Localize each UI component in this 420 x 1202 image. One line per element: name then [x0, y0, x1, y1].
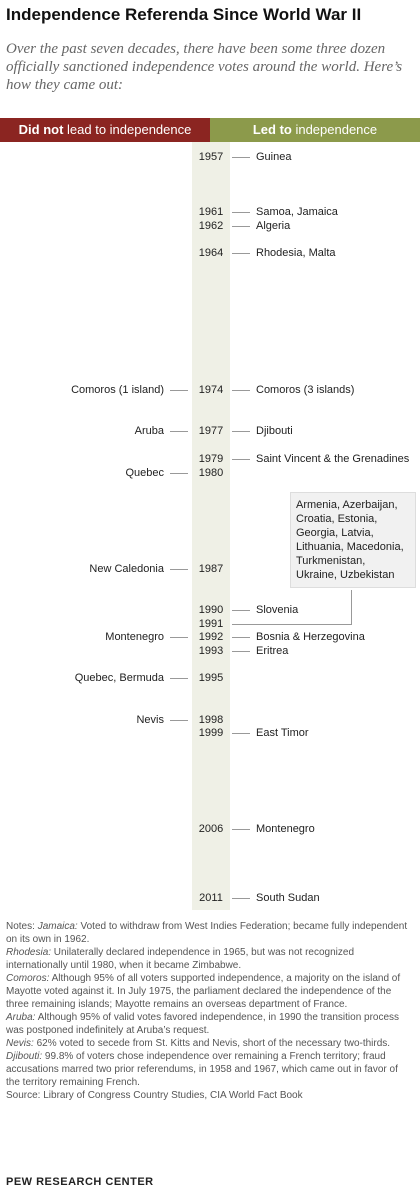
- led-label-1964: Rhodesia, Malta: [256, 247, 336, 260]
- led-label-1993: Eritrea: [256, 645, 289, 657]
- connector-1991: [232, 624, 352, 625]
- note-term: Aruba:: [6, 1012, 36, 1023]
- tick-led-1962: [232, 226, 250, 227]
- tick-not-led-1977: [170, 431, 188, 432]
- tick-led-1977: [232, 431, 250, 432]
- led-label-1992: Bosnia & Herzegovina: [256, 631, 365, 644]
- note-text: Voted to withdraw from West Indies Federation; became fully independent on its own in 1962.: [6, 921, 408, 945]
- tick-not-led-1980: [170, 473, 188, 474]
- year-label-1961: 1961: [198, 205, 224, 218]
- not-led-label-1977: Aruba: [134, 425, 164, 438]
- source-line: Source: Library of Congress Country Studies, CIA World Fact Book: [6, 1090, 303, 1101]
- not-led-label-1987: New Caledonia: [89, 562, 164, 575]
- tick-not-led-1987: [170, 569, 188, 570]
- note-text: Unilaterally declared independence in 1965, but was not recognized internationally until 1980, when it became Zimbabwe.: [6, 947, 355, 971]
- tick-led-1990: [232, 610, 250, 611]
- note-item: [6, 920, 414, 946]
- tick-led-2011: [232, 898, 250, 899]
- notes-list: [6, 920, 414, 1089]
- year-label-1957: 1957: [198, 151, 224, 163]
- not-led-label-1980: Quebec: [125, 466, 164, 479]
- year-label-1979: 1979: [198, 452, 224, 465]
- legend-led-to: [210, 118, 420, 142]
- note-term: Rhodesia:: [6, 947, 52, 958]
- legend-right-rest: independence: [291, 122, 378, 137]
- led-label-1977: Djibouti: [256, 425, 293, 438]
- note-term: Djibouti:: [6, 1051, 43, 1062]
- connector-vertical-1991: [351, 590, 352, 624]
- year-label-1962: 1962: [198, 219, 224, 232]
- year-label-1991: 1991: [198, 617, 224, 630]
- note-item: [6, 1037, 414, 1050]
- tick-led-1974: [232, 390, 250, 391]
- note-text: Although 95% of all voters supported independence, a majority on the island of Mayotte voted against it. In July 1975, the parliament declared the independence of the three remaining islands; Mayotte remains an overseas department of France.: [6, 973, 401, 1010]
- led-label-1957: Guinea: [256, 151, 292, 163]
- tick-led-2006: [232, 829, 250, 830]
- notes-section: [6, 920, 414, 1102]
- year-label-1993: 1993: [198, 645, 224, 657]
- tick-led-1957: [232, 157, 250, 158]
- year-label-1998: 1998: [198, 713, 224, 726]
- led-label-1990: Slovenia: [256, 603, 299, 616]
- tick-led-1999: [232, 733, 250, 734]
- chart-subtitle: Over the past seven decades, there have been some three dozen officially sanctioned independence votes around the world. Here’s how they came out:: [6, 41, 403, 93]
- tick-led-1993: [232, 651, 250, 652]
- led-label-1974: Comoros (3 islands): [256, 384, 355, 397]
- note-item: [6, 1050, 414, 1089]
- not-led-label-1995: Quebec, Bermuda: [74, 672, 164, 685]
- org-name: PEW RESEARCH CENTER: [6, 1176, 154, 1188]
- not-led-label-1998: Nevis: [136, 713, 164, 726]
- note-item: [6, 1011, 414, 1037]
- year-label-2011: 2011: [199, 892, 223, 904]
- tick-not-led-1998: [170, 720, 188, 721]
- led-label-1979: Saint Vincent & the Grenadines: [256, 452, 410, 465]
- tick-led-1992: [232, 637, 250, 638]
- year-label-2006: 2006: [198, 823, 224, 836]
- note-item: [6, 972, 414, 1011]
- year-label-1995: 1995: [198, 672, 224, 685]
- led-label-2011: South Sudan: [256, 892, 320, 904]
- tick-not-led-1974: [170, 390, 188, 391]
- legend-left-rest: lead to independence: [63, 122, 192, 137]
- led-label-2006: Montenegro: [256, 823, 315, 836]
- group-box-1991: Armenia, Azerbaijan, Croatia, Estonia, Georgia, Latvia, Lithuania, Macedonia, Turkmenistan, Ukraine, Uzbekistan: [290, 492, 416, 588]
- year-label-1992: 1992: [198, 631, 224, 644]
- not-led-label-1974: Comoros (1 island): [71, 384, 164, 397]
- year-label-1964: 1964: [198, 247, 224, 260]
- note-text: 99.8% of voters chose independence over remaining a French territory; fraud accusations marred two prior referendums, in 1958 and 1967, which came out in favor of the territory remaining French.: [6, 1051, 398, 1088]
- chart-title: Independence Referenda Since World War II: [6, 5, 362, 24]
- tick-not-led-1995: [170, 678, 188, 679]
- legend-did-not-lead: [0, 118, 210, 142]
- timeline-spine: [192, 142, 230, 910]
- led-label-1962: Algeria: [256, 219, 291, 232]
- year-label-1974: 1974: [198, 384, 224, 397]
- year-label-1980: 1980: [198, 466, 224, 479]
- note-item: [6, 946, 414, 972]
- tick-led-1961: [232, 212, 250, 213]
- note-term: Comoros:: [6, 973, 50, 984]
- note-text: Although 95% of valid votes favored independence, in 1990 the transition process was postponed indefinitely at Aruba’s request.: [6, 1012, 400, 1036]
- year-label-1990: 1990: [198, 603, 224, 616]
- legend-left-bold: Did not: [18, 122, 64, 137]
- year-label-1999: 1999: [198, 727, 224, 740]
- tick-not-led-1992: [170, 637, 188, 638]
- note-text: 62% voted to secede from St. Kitts and Nevis, short of the necessary two-thirds.: [33, 1038, 391, 1049]
- year-label-1987: 1987: [198, 562, 224, 575]
- tick-led-1979: [232, 459, 250, 460]
- tick-led-1964: [232, 253, 250, 254]
- year-label-1977: 1977: [198, 425, 224, 438]
- not-led-label-1992: Montenegro: [105, 631, 164, 644]
- led-label-1961: Samoa, Jamaica: [256, 205, 338, 218]
- note-term: Jamaica:: [37, 921, 78, 932]
- note-term: Nevis:: [6, 1038, 34, 1049]
- legend-right-bold: Led to: [252, 122, 292, 137]
- led-label-1999: East Timor: [256, 727, 309, 740]
- note-lead: Notes:: [6, 921, 38, 932]
